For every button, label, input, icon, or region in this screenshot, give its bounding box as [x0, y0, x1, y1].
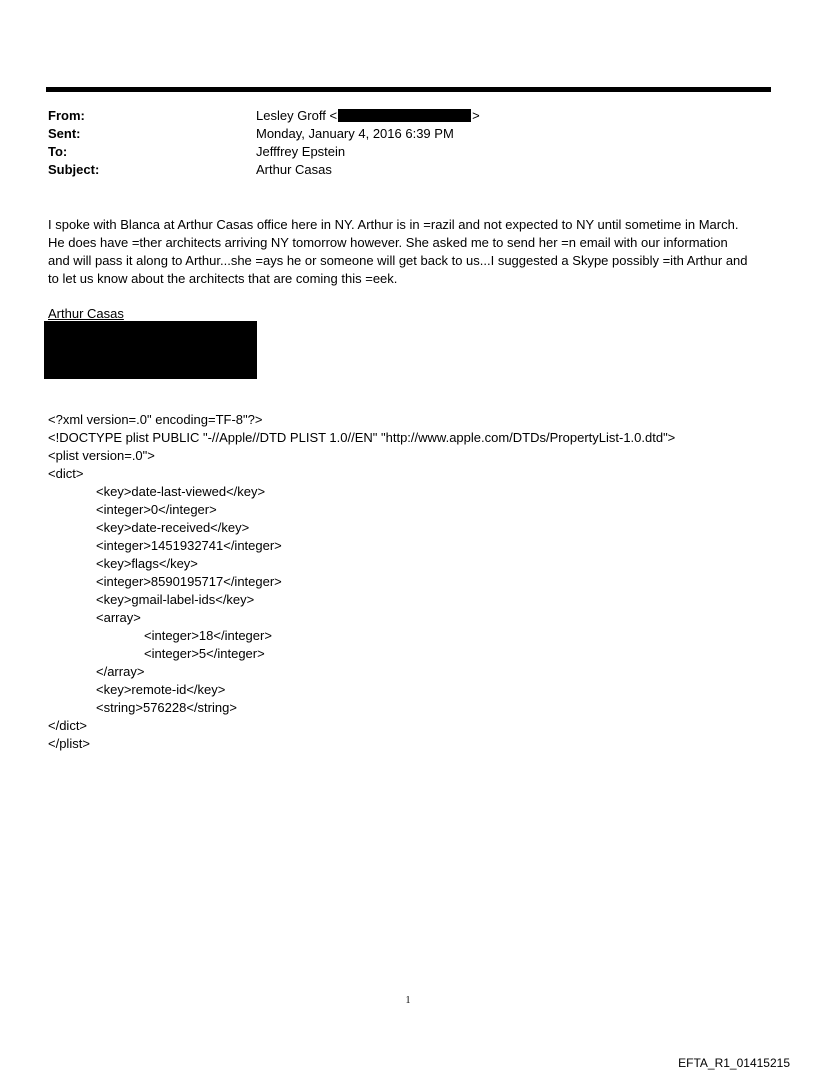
plist-line: <string>576228</string> — [96, 700, 237, 715]
plist-line: <key>date-last-viewed</key> — [96, 484, 266, 499]
to-value: Jefffrey Epstein — [256, 144, 346, 159]
plist-line: <dict> — [48, 466, 84, 481]
redacted-email — [338, 109, 471, 122]
from-label: From: — [48, 108, 85, 123]
plist-line: <key>remote-id</key> — [96, 682, 226, 697]
email-body — [48, 216, 776, 288]
body-line: and will pass it along to Arthur...she =ays he or someone will get back to us...I suggested a Skype possibly =ith Arthur and — [48, 253, 748, 268]
sent-label: Sent: — [48, 126, 81, 141]
body-line: I spoke with Blanca at Arthur Casas office here in NY. Arthur is in =razil and not expected to NY until sometime in March. — [48, 217, 739, 232]
to-label: To: — [48, 144, 68, 159]
page-number: 1 — [405, 995, 411, 1006]
plist-line: <integer>18</integer> — [144, 628, 272, 643]
from-name: Lesley Groff < — [256, 108, 338, 123]
subject-label: Subject: — [48, 162, 100, 177]
redacted-signature-block — [44, 321, 257, 379]
plist-line: <integer>5</integer> — [144, 646, 265, 661]
subject-value: Arthur Casas — [256, 162, 332, 177]
plist-line: <plist version=.0"> — [48, 448, 155, 463]
plist-block — [48, 411, 675, 753]
plist-line: </dict> — [48, 718, 88, 733]
signature-name: Arthur Casas — [48, 306, 124, 321]
plist-line: <integer>0</integer> — [96, 502, 217, 517]
document-id: EFTA_R1_01415215 — [678, 1056, 790, 1070]
body-line: to let us know about the architects that are coming this =eek. — [48, 271, 398, 286]
plist-line: <!DOCTYPE plist PUBLIC "-//Apple//DTD PLIST 1.0//EN" "http://www.apple.com/DTDs/PropertyList-1.0.dtd"> — [48, 430, 676, 445]
plist-line: </array> — [96, 664, 145, 679]
body-line: He does have =ther architects arriving NY tomorrow however. She asked me to send her =n email with our information — [48, 235, 728, 250]
sent-value: Monday, January 4, 2016 6:39 PM — [256, 126, 454, 141]
plist-line: <array> — [96, 610, 141, 625]
plist-line: <integer>1451932741</integer> — [96, 538, 282, 553]
from-suffix: > — [472, 108, 480, 123]
plist-line: <key>gmail-label-ids</key> — [96, 592, 255, 607]
from-value — [256, 107, 480, 125]
plist-line: </plist> — [48, 736, 90, 751]
plist-line: <?xml version=.0" encoding=TF-8"?> — [48, 412, 263, 427]
plist-line: <key>date-received</key> — [96, 520, 250, 535]
plist-line: <key>flags</key> — [96, 556, 198, 571]
plist-line: <integer>8590195717</integer> — [96, 574, 282, 589]
header-rule — [46, 87, 771, 92]
